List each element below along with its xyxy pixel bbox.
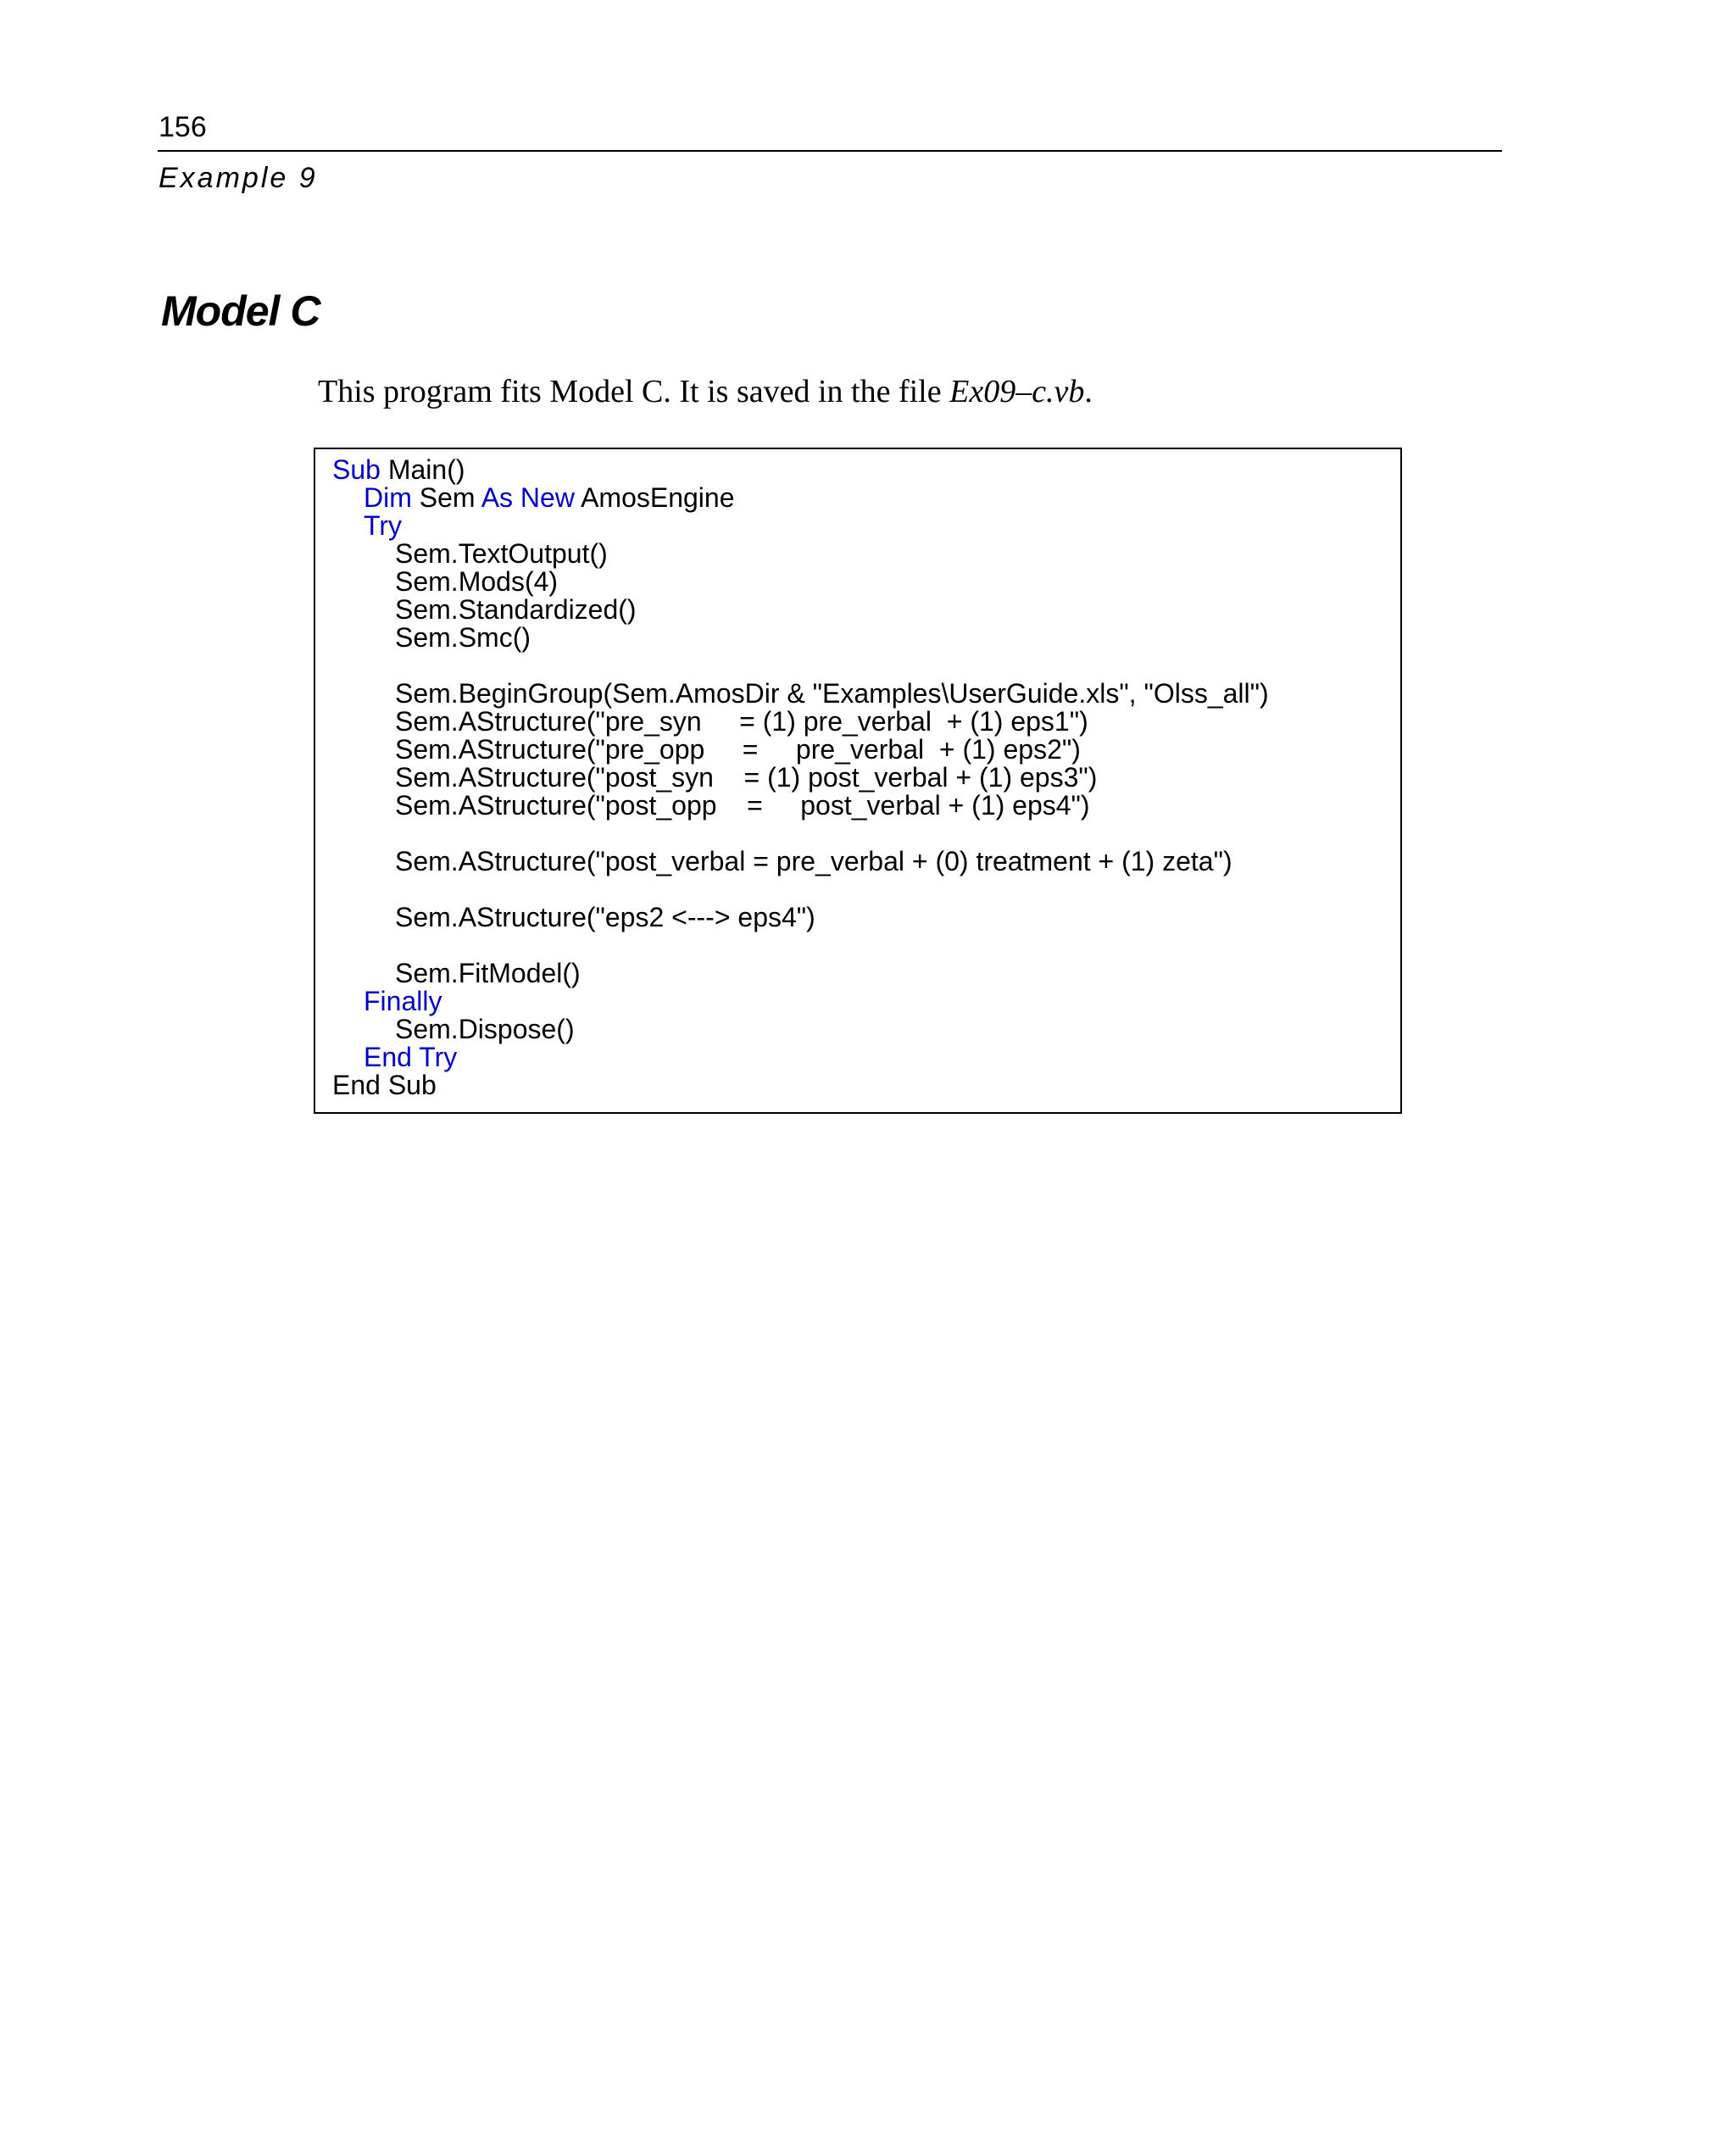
- code-text: End Sub: [332, 1070, 437, 1100]
- code-line: [332, 848, 1269, 876]
- code-line: [332, 1071, 1269, 1099]
- code-line: [332, 680, 1269, 708]
- code-line: [332, 876, 1269, 904]
- code-line: [332, 596, 1269, 624]
- code-line: [332, 904, 1269, 932]
- code-line: [332, 1043, 1269, 1071]
- code-text: Sem.AStructure("post_syn = (1) post_verbal + (1) eps3"): [395, 762, 1098, 793]
- code-line: [332, 484, 1269, 512]
- code-line: [332, 988, 1269, 1015]
- code-text: Sem.AStructure("post_verbal = pre_verbal + (0) treatment + (1) zeta"): [395, 846, 1232, 876]
- code-text: Sem.Mods(4): [395, 566, 559, 597]
- code-line: [332, 736, 1269, 764]
- code-text: Sem: [411, 482, 481, 513]
- code-line: [332, 792, 1269, 820]
- code-keyword: Sub: [332, 454, 381, 485]
- code-text: Sem.Standardized(): [395, 594, 637, 625]
- code-text: Main(): [380, 454, 465, 485]
- intro-period: .: [1084, 374, 1093, 409]
- page-number: 156: [159, 111, 207, 143]
- section-heading: Model C: [161, 287, 320, 335]
- code-line: [332, 960, 1269, 988]
- code-text: Sem.BeginGroup(Sem.AmosDir & "Examples\UserGuide.xls", "Olss_all"): [395, 678, 1269, 709]
- code-line: [332, 652, 1269, 680]
- code-text: Sem.AStructure("post_opp = post_verbal + (1) eps4"): [395, 790, 1090, 821]
- intro-paragraph: [318, 370, 1093, 413]
- code-line: [332, 624, 1269, 652]
- code-line: [332, 540, 1269, 568]
- code-text: Sem.Dispose(): [395, 1014, 575, 1044]
- code-line: [332, 456, 1269, 484]
- code-line: [332, 764, 1269, 792]
- code-text: Sem.AStructure("pre_syn = (1) pre_verbal + (1) eps1"): [395, 706, 1088, 737]
- header-rule: [158, 150, 1502, 152]
- code-text: Sem.AStructure("eps2 <---> eps4"): [395, 902, 815, 932]
- file-name: Ex09–c.vb: [949, 374, 1085, 409]
- code-keyword: Try: [364, 510, 403, 541]
- code-text: Sem.FitModel(): [395, 958, 581, 988]
- code-text: AmosEngine: [574, 482, 735, 513]
- code-text: Sem.Smc(): [395, 622, 531, 653]
- code-line: [332, 820, 1269, 848]
- code-text: Sem.TextOutput(): [395, 538, 608, 569]
- code-line: [332, 568, 1269, 596]
- code-keyword: As New: [481, 482, 575, 513]
- code-line: [332, 512, 1269, 540]
- code-keyword: End Try: [364, 1042, 458, 1072]
- code-text: Sem.AStructure("pre_opp = pre_verbal + (1) eps2"): [395, 734, 1081, 765]
- code-line: [332, 932, 1269, 960]
- code-keyword: Dim: [364, 482, 412, 513]
- code-line: [332, 1015, 1269, 1043]
- running-head: Example 9: [159, 162, 318, 194]
- code-line: [332, 708, 1269, 736]
- intro-text: This program fits Model C. It is saved in the file: [318, 374, 950, 409]
- code-keyword: Finally: [364, 986, 442, 1016]
- code-listing: [314, 448, 1402, 1114]
- code-lines: [332, 456, 1269, 1099]
